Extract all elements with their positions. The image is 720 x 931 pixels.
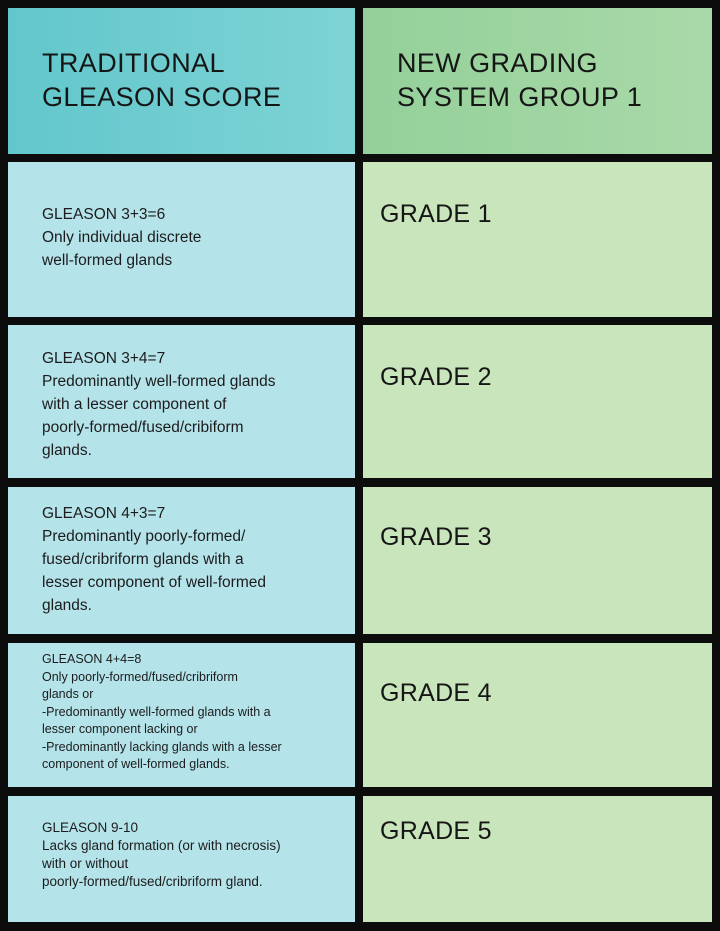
- description-line: glands.: [42, 597, 92, 614]
- description-line: poorly-formed/fused/cribiform: [42, 419, 244, 436]
- grade-label: GRADE 5: [380, 817, 492, 845]
- description-line: with a lesser component of: [42, 396, 227, 413]
- description-line: glands.: [42, 442, 92, 459]
- description-line: lesser component lacking or: [42, 722, 198, 736]
- header-traditional-gleason-score: [8, 8, 355, 154]
- table-row-5-gleason-cell: [8, 796, 355, 922]
- description-line: poorly-formed/fused/cribriform gland.: [42, 874, 263, 889]
- header-left-title: [42, 46, 281, 114]
- grade-label: GRADE 1: [380, 200, 492, 228]
- header-right-title: [397, 46, 642, 114]
- description-line: Only poorly-formed/fused/cribriform: [42, 669, 238, 684]
- gleason-description: [42, 819, 347, 891]
- table-row-5-grade-cell: [363, 796, 712, 922]
- description-line: Only individual discrete: [42, 229, 202, 246]
- description-line: Predominantly poorly-formed/: [42, 528, 246, 545]
- description-line: with or without: [42, 856, 129, 871]
- table-row-1-gleason-cell: [8, 162, 355, 317]
- description-line: GLEASON 3+4=7: [42, 350, 166, 367]
- description-line: lesser component of well-formed: [42, 574, 266, 591]
- description-line: -Predominantly well-formed glands with a: [42, 704, 271, 719]
- header-left-line: TRADITIONAL: [42, 48, 225, 78]
- gleason-description: [42, 502, 347, 617]
- description-line: glands or: [42, 687, 94, 701]
- table-row-2-grade-cell: [363, 325, 712, 478]
- description-line: -Predominantly lacking glands with a lesser: [42, 739, 282, 754]
- table-row-4-gleason-cell: [8, 643, 355, 787]
- description-line: GLEASON 4+4=8: [42, 652, 142, 666]
- table-row-3-gleason-cell: [8, 487, 355, 634]
- description-line: Lacks gland formation (or with necrosis): [42, 838, 281, 853]
- table-row-4-grade-cell: [363, 643, 712, 787]
- description-line: GLEASON 3+3=6: [42, 206, 166, 223]
- table-row-3-grade-cell: [363, 487, 712, 634]
- table-row-1-grade-cell: [363, 162, 712, 317]
- gleason-description: [42, 651, 347, 774]
- header-new-grading-system: [363, 8, 712, 154]
- description-line: GLEASON 4+3=7: [42, 505, 166, 522]
- gleason-description: [42, 347, 347, 462]
- description-line: GLEASON 9-10: [42, 820, 139, 835]
- header-right-line: SYSTEM GROUP 1: [397, 82, 643, 112]
- gleason-description: [42, 203, 347, 272]
- header-left-line: GLEASON SCORE: [42, 82, 282, 112]
- header-right-line: NEW GRADING: [397, 48, 598, 78]
- grade-label: GRADE 4: [380, 679, 492, 707]
- grade-label: GRADE 2: [380, 363, 492, 391]
- grade-label: GRADE 3: [380, 523, 492, 551]
- description-line: component of well-formed glands.: [42, 757, 230, 771]
- description-line: Predominantly well-formed glands: [42, 373, 276, 390]
- table-row-2-gleason-cell: [8, 325, 355, 478]
- description-line: fused/cribriform glands with a: [42, 551, 244, 568]
- description-line: well-formed glands: [42, 252, 173, 269]
